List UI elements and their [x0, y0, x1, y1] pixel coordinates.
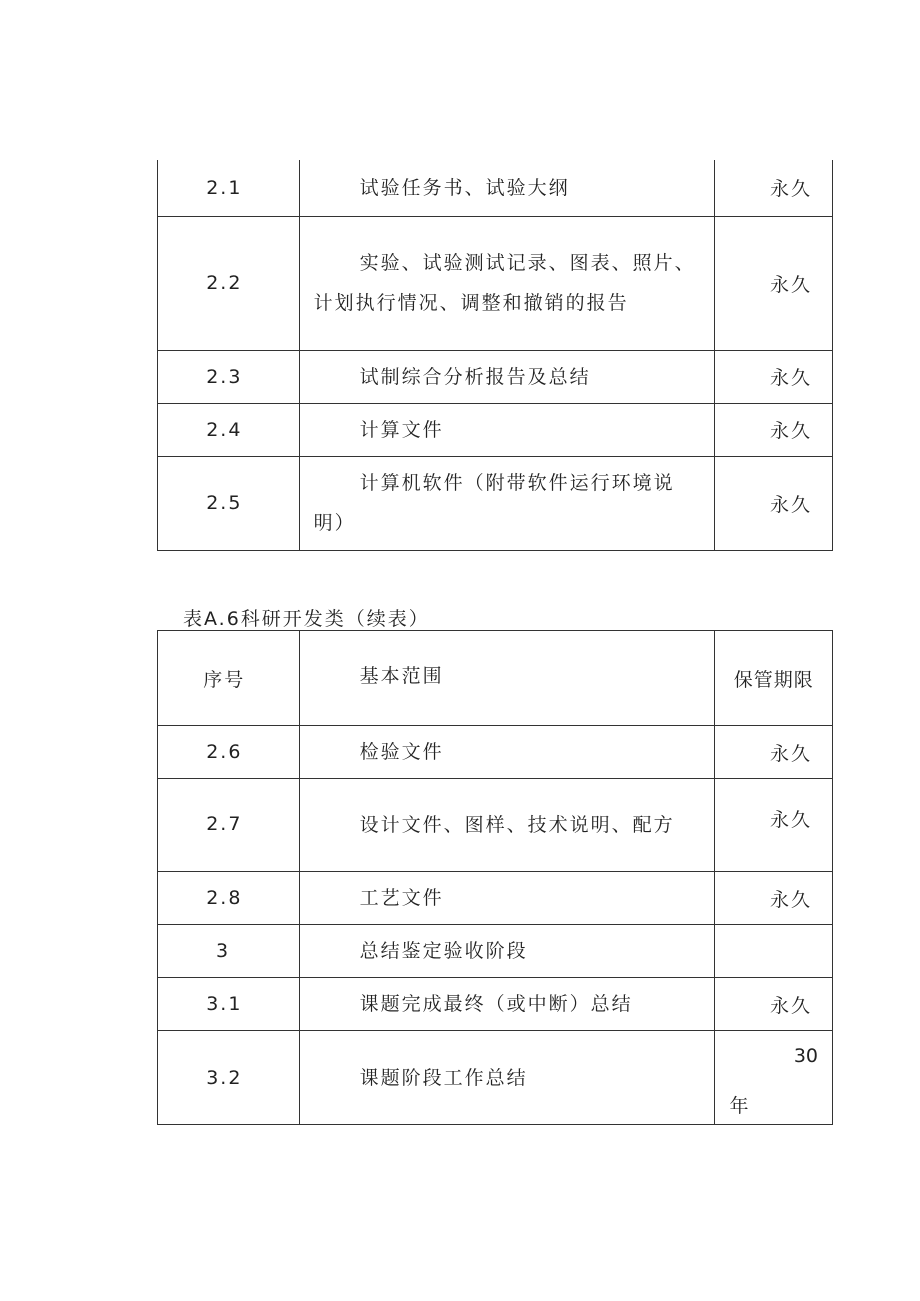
- period-value: 30: [793, 1045, 818, 1067]
- header-number: 序号: [158, 631, 300, 726]
- row-number: 2.1: [158, 160, 300, 216]
- row-period: 永久: [715, 978, 833, 1031]
- row-scope: 工艺文件: [299, 872, 715, 925]
- row-period: 永久: [715, 403, 833, 456]
- row-number: 2.8: [158, 872, 300, 925]
- row-period: [715, 1031, 833, 1125]
- row-scope: 课题完成最终（或中断）总结: [299, 978, 715, 1031]
- table-row: [158, 160, 833, 216]
- row-period: 永久: [715, 350, 833, 403]
- period-unit: 年: [729, 1095, 751, 1117]
- table-row: [158, 726, 833, 779]
- row-period: 永久: [715, 779, 833, 872]
- header-period: 保管期限: [715, 631, 833, 726]
- table-row: [158, 403, 833, 456]
- row-scope: 总结鉴定验收阶段: [299, 925, 715, 978]
- row-period: 永久: [715, 456, 833, 550]
- table-row: [158, 456, 833, 550]
- row-scope: 试验任务书、试验大纲: [299, 160, 715, 216]
- row-number: 2.4: [158, 403, 300, 456]
- row-number: 3.1: [158, 978, 300, 1031]
- row-scope: 设计文件、图样、技术说明、配方: [299, 779, 715, 872]
- table-caption: 表A.6科研开发类（续表）: [183, 608, 430, 630]
- table-header-row: [158, 631, 833, 726]
- table-row: [158, 216, 833, 350]
- row-number: 3.2: [158, 1031, 300, 1125]
- row-scope: 计算机软件（附带软件运行环境说明）: [299, 456, 715, 550]
- row-scope: 试制综合分析报告及总结: [299, 350, 715, 403]
- table-row: [158, 978, 833, 1031]
- row-number: 2.7: [158, 779, 300, 872]
- row-number: 2.2: [158, 216, 300, 350]
- row-scope: 课题阶段工作总结: [299, 1031, 715, 1125]
- table-row: [158, 350, 833, 403]
- records-table-part2: [157, 630, 833, 1125]
- records-table-part1: [157, 160, 833, 551]
- header-scope: 基本范围: [299, 631, 715, 726]
- row-number: 2.6: [158, 726, 300, 779]
- table-row: [158, 1031, 833, 1125]
- row-period: 永久: [715, 726, 833, 779]
- row-period: 永久: [715, 216, 833, 350]
- table-row: [158, 779, 833, 872]
- row-period: [715, 925, 833, 978]
- row-scope: 实验、试验测试记录、图表、照片、计划执行情况、调整和撤销的报告: [299, 216, 715, 350]
- row-scope: 计算文件: [299, 403, 715, 456]
- row-period: 永久: [715, 160, 833, 216]
- table-row: [158, 925, 833, 978]
- row-period: 永久: [715, 872, 833, 925]
- row-number: 3: [158, 925, 300, 978]
- row-number: 2.5: [158, 456, 300, 550]
- row-number: 2.3: [158, 350, 300, 403]
- table-row: [158, 872, 833, 925]
- row-scope: 检验文件: [299, 726, 715, 779]
